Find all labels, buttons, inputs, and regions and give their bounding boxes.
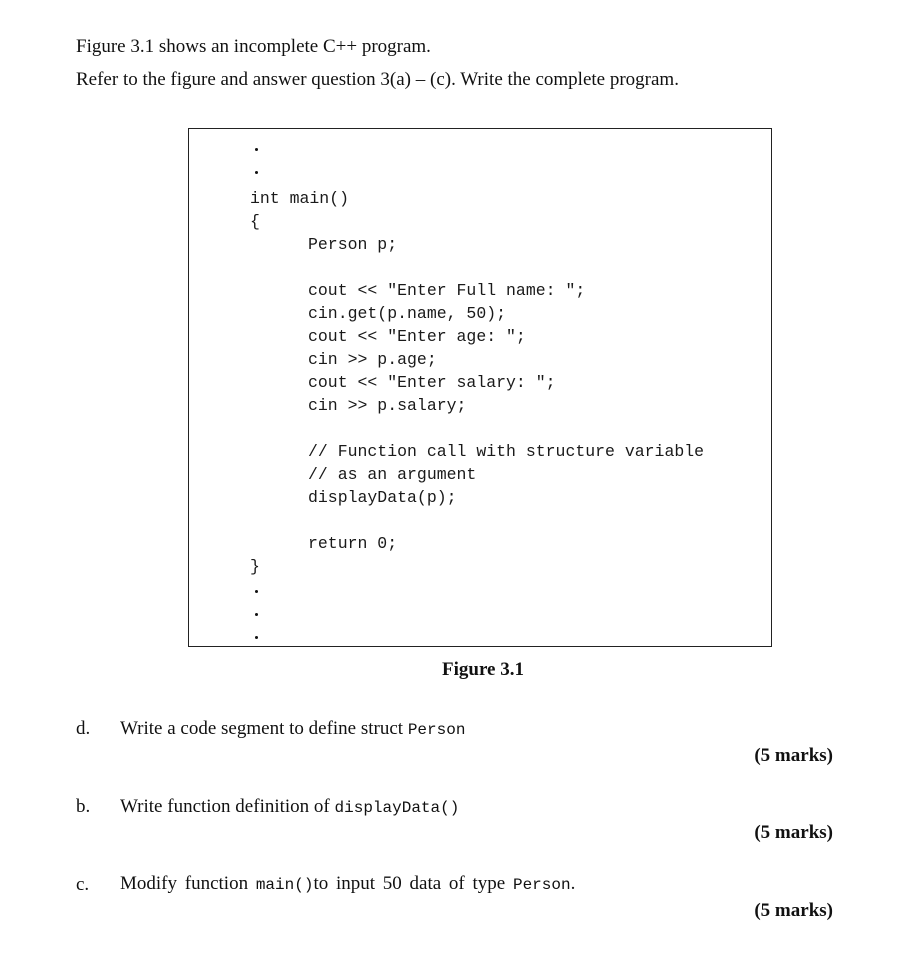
code-figure-box [188,128,772,647]
code-comment: // Function call with structure variable [308,442,705,461]
question-letter: c. [76,874,90,895]
question-prose: Write function definition of [120,796,335,817]
ellipsis-dot [255,590,258,593]
question-code: Person [407,721,466,739]
code-line: displayData(p); [308,488,457,507]
ellipsis-dot [255,636,258,639]
question-text [120,796,459,818]
question-code: Person [512,876,571,894]
code-line: int main() [250,189,350,208]
question-prose: to input 50 data of type [313,873,513,894]
code-line: cout << "Enter Full name: "; [308,281,586,300]
question-prose: . [570,873,576,894]
code-line: Person p; [308,235,398,254]
intro-line-1: Figure 3.1 shows an incomplete C++ program. [76,36,431,57]
question-marks: (5 marks) [754,745,833,766]
question-prose: Modify function [120,873,256,894]
code-comment: // as an argument [308,465,477,484]
code-line: cin >> p.salary; [308,396,467,415]
code-line: } [250,557,260,576]
ellipsis-dot [255,171,258,174]
question-code: main() [255,876,314,894]
question-code: displayData() [334,799,460,817]
code-line: { [250,212,260,231]
figure-caption: Figure 3.1 [442,659,524,680]
code-line: cin >> p.age; [308,350,437,369]
intro-line-2: Refer to the figure and answer question 3(a) – (c). Write the complete program. [76,69,679,90]
code-line: cout << "Enter age: "; [308,327,526,346]
ellipsis-dot [255,613,258,616]
question-letter: d. [76,718,91,739]
ellipsis-dot [255,148,258,151]
question-marks: (5 marks) [754,822,833,843]
question-text [120,718,465,740]
code-line: return 0; [308,534,398,553]
question-text [120,873,575,895]
question-prose: Write a code segment to define struct [120,718,408,739]
question-marks: (5 marks) [754,900,833,921]
code-line: cout << "Enter salary: "; [308,373,556,392]
question-letter: b. [76,796,91,817]
code-line: cin.get(p.name, 50); [308,304,507,323]
